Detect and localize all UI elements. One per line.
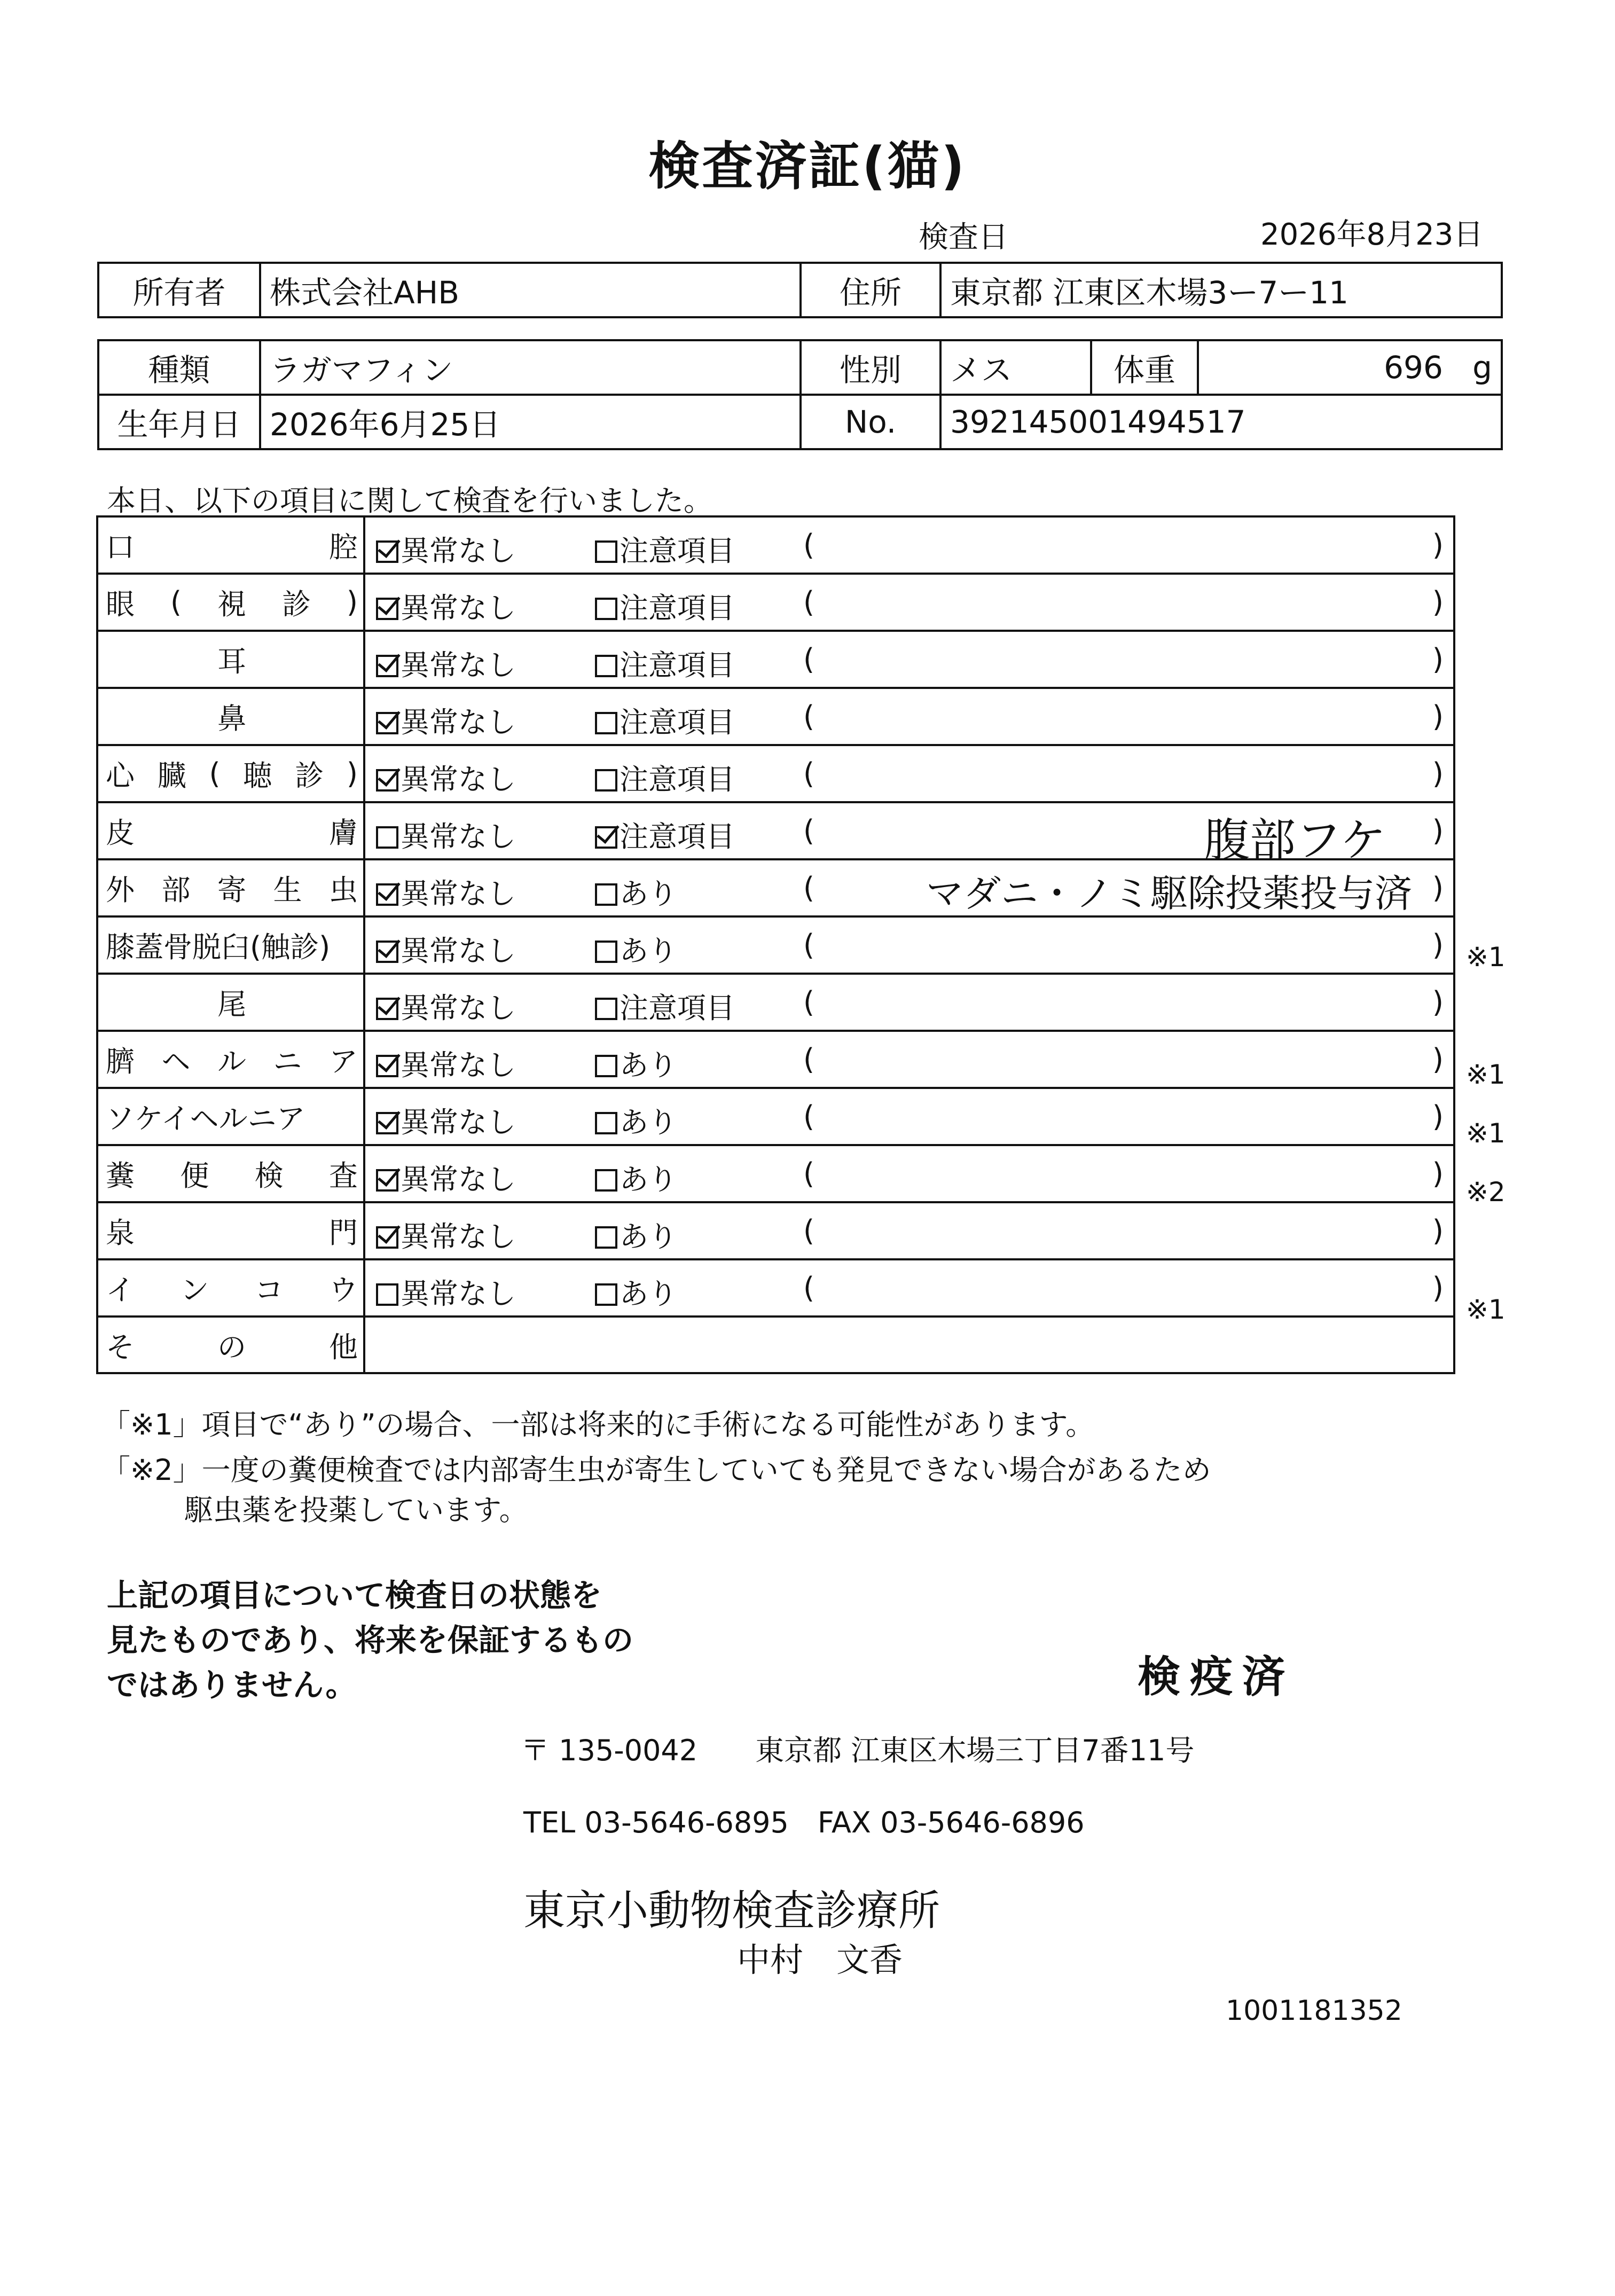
footnote-marker: ※1 bbox=[1466, 1118, 1506, 1149]
disclaimer: 上記の項目について検査日の状態を 見たものであり、将来を保証するもの ではありません。 bbox=[107, 1577, 634, 1703]
option-normal[interactable] bbox=[376, 642, 516, 684]
no-value: 392145001494517 bbox=[940, 395, 1502, 449]
check-item-label bbox=[97, 859, 364, 916]
check-row bbox=[97, 631, 1454, 688]
check-item-label bbox=[97, 631, 364, 688]
paren-open: ( bbox=[803, 814, 815, 848]
intro-text: 本日、以下の項目に関して検査を行いました。 bbox=[107, 484, 712, 518]
check-row bbox=[97, 1088, 1454, 1145]
option-normal-label: 異常なし bbox=[401, 648, 516, 682]
weight-label: 体重 bbox=[1091, 340, 1198, 395]
label-char: 虫 bbox=[329, 873, 358, 907]
checkbox-icon[interactable] bbox=[595, 1055, 617, 1077]
option-attention[interactable] bbox=[595, 1214, 677, 1255]
label-char: 査 bbox=[328, 1159, 358, 1193]
footnote-marker: ※1 bbox=[1466, 942, 1506, 973]
option-normal[interactable] bbox=[376, 585, 516, 626]
label-char: 生 bbox=[273, 873, 302, 907]
check-item-label bbox=[97, 688, 364, 745]
breed-value: ラガマフィン bbox=[260, 340, 801, 395]
option-attention[interactable] bbox=[595, 700, 735, 741]
checkbox-icon[interactable] bbox=[376, 1169, 398, 1192]
check-item-label bbox=[97, 1145, 364, 1202]
option-attention[interactable] bbox=[595, 871, 677, 912]
check-row bbox=[97, 688, 1454, 745]
clinic-phone-fax: TEL 03-5646-6895 FAX 03-5646-6896 bbox=[523, 1806, 1085, 1839]
checkbox-icon[interactable] bbox=[376, 540, 398, 563]
label-char: 寄 bbox=[217, 873, 246, 907]
option-normal-label: 異常なし bbox=[401, 820, 516, 853]
option-attention[interactable] bbox=[595, 1100, 677, 1141]
footnote-2: 「※2」一度の糞便検査では内部寄生虫が寄生していても発見できない場合があるため bbox=[101, 1453, 1211, 1487]
checkbox-icon[interactable] bbox=[376, 769, 398, 792]
check-row bbox=[97, 1202, 1454, 1259]
footnote-2-continued: 駆虫薬を投薬しています。 bbox=[184, 1493, 528, 1527]
check-row bbox=[97, 516, 1454, 574]
check-item-label bbox=[97, 1031, 364, 1088]
label-char: ウ bbox=[328, 1273, 358, 1307]
clinic-name: 東京小動物検査診療所 bbox=[523, 1887, 940, 1935]
paren-close: ) bbox=[1432, 700, 1444, 733]
option-attention-label: 注意項目 bbox=[620, 534, 735, 568]
check-item-label bbox=[97, 802, 364, 859]
check-item-options bbox=[364, 1145, 1454, 1202]
address-label: 住所 bbox=[801, 263, 940, 317]
option-attention[interactable] bbox=[595, 1271, 677, 1312]
weight-value: 696 bbox=[1384, 349, 1443, 386]
footnote-marker: ※2 bbox=[1466, 1177, 1506, 1208]
option-attention[interactable] bbox=[595, 642, 735, 684]
option-normal[interactable] bbox=[376, 1214, 516, 1255]
option-normal[interactable] bbox=[376, 1271, 516, 1312]
label-char: 視 bbox=[217, 587, 246, 621]
checkbox-icon[interactable] bbox=[595, 826, 617, 849]
check-item-options bbox=[364, 916, 1454, 974]
checkbox-icon[interactable] bbox=[376, 1055, 398, 1077]
exam-date-label: 検査日 bbox=[919, 220, 1008, 255]
checkbox-icon[interactable] bbox=[376, 1283, 398, 1306]
address-value: 東京都 江東区木場3ー7ー11 bbox=[940, 263, 1502, 317]
option-attention-label: 注意項目 bbox=[620, 648, 735, 682]
option-normal-label: 異常なし bbox=[401, 706, 516, 739]
paren-close: ) bbox=[1432, 1214, 1444, 1248]
paren-close: ) bbox=[1432, 1100, 1444, 1133]
paren-close: ) bbox=[1432, 1043, 1444, 1076]
checkbox-icon[interactable] bbox=[595, 1226, 617, 1249]
option-normal[interactable] bbox=[376, 871, 516, 912]
label-char: ヘ bbox=[161, 1045, 191, 1078]
check-item-options bbox=[364, 1088, 1454, 1145]
checkbox-icon[interactable] bbox=[376, 941, 398, 963]
label-char: 眼 bbox=[106, 587, 135, 621]
check-item-options bbox=[364, 974, 1454, 1031]
serial-number: 1001181352 bbox=[1226, 1995, 1402, 2027]
paren-open: ( bbox=[803, 585, 815, 619]
checkbox-icon[interactable] bbox=[595, 941, 617, 963]
option-attention-label: 注意項目 bbox=[620, 763, 735, 796]
option-attention[interactable] bbox=[595, 985, 735, 1026]
clinic-address: 〒 135-0042 東京都 江東区木場三丁目7番11号 bbox=[521, 1734, 1195, 1767]
check-row bbox=[97, 802, 1454, 859]
label-char: 耳 bbox=[217, 645, 246, 678]
label-char: 診 bbox=[295, 759, 324, 793]
check-table bbox=[96, 515, 1455, 1374]
remark-text: 腹部フケ bbox=[1204, 814, 1386, 867]
label-char: ニ bbox=[273, 1045, 302, 1078]
paren-open: ( bbox=[803, 1043, 815, 1076]
option-normal[interactable] bbox=[376, 528, 516, 569]
check-row bbox=[97, 1145, 1454, 1202]
label-char: そ bbox=[106, 1330, 135, 1364]
label-char: 部 bbox=[161, 873, 191, 907]
check-item-label bbox=[97, 574, 364, 631]
option-normal[interactable] bbox=[376, 1043, 516, 1084]
check-item-options bbox=[364, 1031, 1454, 1088]
option-attention-label: 注意項目 bbox=[620, 820, 735, 853]
check-item-label bbox=[97, 916, 364, 974]
check-item-options bbox=[364, 859, 1454, 916]
option-attention[interactable] bbox=[595, 1157, 677, 1198]
check-item-label bbox=[97, 745, 364, 802]
label-char: 診 bbox=[281, 587, 311, 621]
option-attention-label: 注意項目 bbox=[620, 991, 735, 1025]
check-item-options bbox=[364, 745, 1454, 802]
checkbox-icon[interactable] bbox=[376, 655, 398, 677]
label-char: 心 bbox=[106, 759, 135, 793]
check-item-options bbox=[364, 1259, 1454, 1317]
label-char: ( bbox=[170, 585, 182, 619]
sex-value: メス bbox=[940, 340, 1091, 395]
birth-label: 生年月日 bbox=[98, 395, 260, 449]
option-attention[interactable] bbox=[595, 528, 735, 569]
check-item-label bbox=[97, 974, 364, 1031]
pet-table bbox=[97, 339, 1503, 450]
option-normal-label: 異常なし bbox=[401, 534, 516, 568]
check-row bbox=[97, 574, 1454, 631]
label-char: 鼻 bbox=[217, 702, 246, 735]
weight-cell bbox=[1198, 340, 1502, 395]
option-normal-label: 異常なし bbox=[401, 1277, 516, 1311]
check-row bbox=[97, 745, 1454, 802]
owner-label: 所有者 bbox=[98, 263, 260, 317]
paren-close: ) bbox=[1432, 1271, 1444, 1305]
check-item-label bbox=[97, 1259, 364, 1317]
option-attention-label: あり bbox=[620, 1220, 677, 1253]
check-row bbox=[97, 974, 1454, 1031]
checkbox-icon[interactable] bbox=[595, 655, 617, 677]
option-attention[interactable] bbox=[595, 1043, 677, 1084]
label-char: 尾 bbox=[217, 988, 246, 1021]
paren-close: ) bbox=[1432, 585, 1444, 619]
check-item-label bbox=[97, 516, 364, 574]
label-char: ( bbox=[209, 757, 221, 790]
sex-label: 性別 bbox=[801, 340, 940, 395]
label-char: 膝蓋骨脱臼(触診) bbox=[106, 930, 331, 964]
check-row bbox=[97, 1031, 1454, 1088]
option-attention-label: 注意項目 bbox=[620, 591, 735, 625]
label-char: の bbox=[217, 1330, 246, 1364]
checkbox-icon[interactable] bbox=[376, 1226, 398, 1249]
option-normal-label: 異常なし bbox=[401, 1220, 516, 1253]
footnote-marker: ※1 bbox=[1466, 1059, 1506, 1090]
paren-open: ( bbox=[803, 642, 815, 676]
paren-close: ) bbox=[1432, 928, 1444, 962]
option-normal[interactable] bbox=[376, 1157, 516, 1198]
label-char: ) bbox=[346, 757, 358, 790]
option-normal-label: 異常なし bbox=[401, 763, 516, 796]
check-item-options bbox=[364, 1202, 1454, 1259]
option-normal-label: 異常なし bbox=[401, 934, 516, 968]
label-char: 皮 bbox=[106, 816, 135, 850]
paren-open: ( bbox=[803, 1157, 815, 1190]
label-char: 糞 bbox=[106, 1159, 135, 1193]
label-char: 検 bbox=[254, 1159, 284, 1193]
paren-close: ) bbox=[1432, 757, 1444, 790]
paren-open: ( bbox=[803, 1100, 815, 1133]
option-normal[interactable] bbox=[376, 814, 516, 855]
veterinarian-name: 中村 文香 bbox=[737, 1940, 903, 1979]
option-normal[interactable] bbox=[376, 757, 516, 798]
weight-unit: g bbox=[1472, 349, 1492, 386]
checkbox-icon[interactable] bbox=[595, 712, 617, 734]
checkbox-icon[interactable] bbox=[595, 769, 617, 792]
option-normal[interactable] bbox=[376, 1100, 516, 1141]
option-normal-label: 異常なし bbox=[401, 877, 516, 911]
check-item-options bbox=[364, 516, 1454, 574]
label-char: 便 bbox=[180, 1159, 209, 1193]
label-char: 泉 bbox=[106, 1216, 135, 1250]
check-item-options bbox=[364, 631, 1454, 688]
check-item-label bbox=[97, 1202, 364, 1259]
owner-value: 株式会社AHB bbox=[260, 263, 801, 317]
label-char: 門 bbox=[329, 1216, 358, 1250]
option-normal-label: 異常なし bbox=[401, 591, 516, 625]
check-item-options bbox=[364, 688, 1454, 745]
label-char: 膚 bbox=[329, 816, 358, 850]
option-attention-label: 注意項目 bbox=[620, 706, 735, 739]
label-char: ン bbox=[180, 1273, 209, 1307]
label-char: ソケイヘルニア bbox=[106, 1102, 305, 1135]
option-normal[interactable] bbox=[376, 985, 516, 1026]
remark-text: マダニ・ノミ駆除投薬投与済 bbox=[926, 872, 1412, 915]
check-item-label bbox=[97, 1317, 364, 1373]
paren-open: ( bbox=[803, 985, 815, 1019]
option-attention[interactable] bbox=[595, 928, 677, 969]
check-item-options bbox=[364, 1317, 1454, 1373]
option-attention[interactable] bbox=[595, 814, 735, 855]
paren-open: ( bbox=[803, 1271, 815, 1305]
option-normal-label: 異常なし bbox=[401, 1163, 516, 1196]
check-item-options bbox=[364, 802, 1454, 867]
label-char: 腔 bbox=[329, 530, 358, 564]
paren-close: ) bbox=[1432, 1157, 1444, 1190]
option-attention-label: あり bbox=[620, 1163, 677, 1196]
label-char: 外 bbox=[106, 873, 135, 907]
label-char: コ bbox=[254, 1273, 284, 1307]
document-title: 検査済証(猫) bbox=[648, 136, 967, 196]
option-normal-label: 異常なし bbox=[401, 991, 516, 1025]
option-attention-label: あり bbox=[620, 934, 677, 968]
checkbox-icon[interactable] bbox=[376, 826, 398, 849]
paren-close: ) bbox=[1432, 985, 1444, 1019]
quarantine-stamp: 検疫済 bbox=[1138, 1652, 1295, 1702]
option-attention-label: あり bbox=[620, 877, 677, 911]
paren-open: ( bbox=[803, 928, 815, 962]
label-char: 臍 bbox=[106, 1045, 135, 1078]
paren-open: ( bbox=[803, 757, 815, 790]
checkbox-icon[interactable] bbox=[376, 1112, 398, 1134]
checkbox-icon[interactable] bbox=[376, 712, 398, 734]
checkbox-icon[interactable] bbox=[595, 1112, 617, 1134]
breed-label: 種類 bbox=[98, 340, 260, 395]
label-char: ア bbox=[329, 1045, 358, 1078]
label-char: 他 bbox=[329, 1330, 358, 1364]
option-normal[interactable] bbox=[376, 700, 516, 741]
option-attention[interactable] bbox=[595, 585, 735, 626]
checkbox-icon[interactable] bbox=[595, 883, 617, 906]
label-char: ) bbox=[346, 585, 358, 619]
birth-value: 2026年6月25日 bbox=[260, 395, 801, 449]
exam-date-value: 2026年8月23日 bbox=[1260, 217, 1484, 252]
option-attention-label: あり bbox=[620, 1106, 677, 1139]
label-char: 臓 bbox=[157, 759, 186, 793]
label-char: イ bbox=[106, 1273, 135, 1307]
checkbox-icon[interactable] bbox=[376, 883, 398, 906]
footnote-1: 「※1」項目で“あり”の場合、一部は将来的に手術になる可能性があります。 bbox=[101, 1408, 1095, 1441]
option-attention[interactable] bbox=[595, 757, 735, 798]
check-row bbox=[97, 859, 1454, 916]
checkbox-icon[interactable] bbox=[376, 998, 398, 1020]
paren-close: ) bbox=[1432, 528, 1444, 562]
check-row bbox=[97, 916, 1454, 974]
paren-open: ( bbox=[803, 700, 815, 733]
paren-open: ( bbox=[803, 528, 815, 562]
check-item-options bbox=[364, 574, 1454, 631]
label-char: 口 bbox=[106, 530, 135, 564]
paren-open: ( bbox=[803, 1214, 815, 1248]
check-row bbox=[97, 1259, 1454, 1317]
checkbox-icon[interactable] bbox=[595, 540, 617, 563]
check-row bbox=[97, 1317, 1454, 1373]
paren-close: ) bbox=[1432, 871, 1444, 905]
checkbox-icon[interactable] bbox=[595, 598, 617, 620]
option-normal-label: 異常なし bbox=[401, 1106, 516, 1139]
check-item-label bbox=[97, 1088, 364, 1145]
checkbox-icon[interactable] bbox=[595, 1283, 617, 1306]
option-normal-label: 異常なし bbox=[401, 1048, 516, 1082]
label-char: 聴 bbox=[243, 759, 272, 793]
footnote-marker: ※1 bbox=[1466, 1294, 1506, 1325]
paren-close: ) bbox=[1432, 814, 1444, 848]
option-attention-label: あり bbox=[620, 1048, 677, 1082]
checkbox-icon[interactable] bbox=[376, 598, 398, 620]
checkbox-icon[interactable] bbox=[595, 1169, 617, 1192]
checkbox-icon[interactable] bbox=[595, 998, 617, 1020]
owner-table bbox=[97, 262, 1503, 318]
paren-close: ) bbox=[1432, 642, 1444, 676]
no-label: No. bbox=[801, 395, 940, 449]
label-char: ル bbox=[217, 1045, 246, 1078]
option-attention-label: あり bbox=[620, 1277, 677, 1311]
paren-open: ( bbox=[803, 871, 815, 905]
option-normal[interactable] bbox=[376, 928, 516, 969]
